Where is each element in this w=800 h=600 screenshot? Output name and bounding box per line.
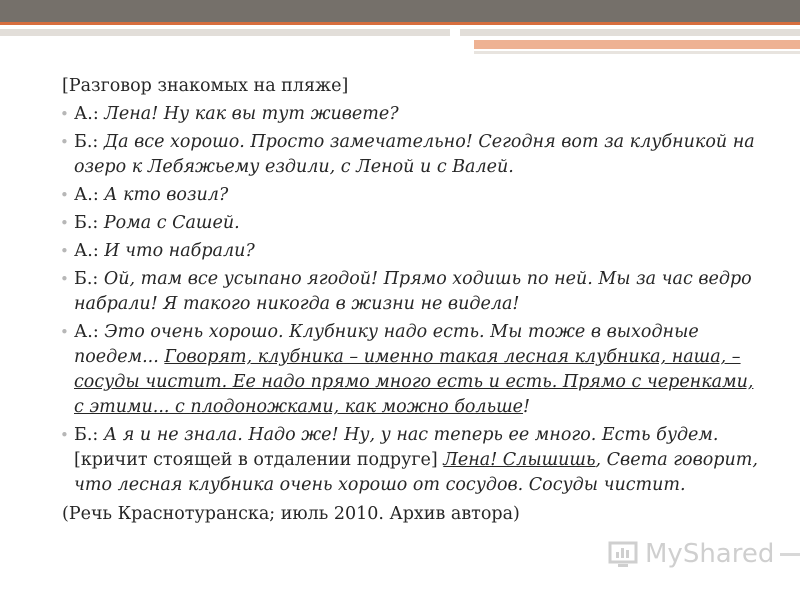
header-thin-stripe [474, 51, 800, 54]
dialogue-line-b1 [62, 130, 762, 180]
bullet-icon: • [60, 426, 69, 444]
dialogue-line-a1 [62, 102, 762, 127]
bullet-icon: • [60, 323, 69, 341]
dialogue-line-b2 [62, 211, 762, 236]
bullet-icon: • [60, 186, 69, 204]
header-band [0, 0, 800, 22]
speech-text: Это очень хорошо. Клубнику надо есть. Мы тоже в выходные поедем... [74, 322, 699, 367]
speaker-label: Б.: [74, 213, 104, 233]
speaker-label: А.: [74, 322, 105, 342]
speaker-label: А.: [74, 241, 105, 261]
speech-text: Рома с Сашей. [103, 213, 240, 233]
underlined-quote: Лена! Слышишь [443, 450, 596, 470]
header-stripe-left [0, 29, 450, 36]
bullet-icon: • [60, 242, 69, 260]
speech-text: А кто возил? [104, 185, 229, 205]
speaker-label: А.: [74, 185, 105, 205]
bullet-icon: • [60, 270, 69, 288]
slide-body [62, 74, 762, 527]
header-stripe-right [460, 29, 800, 36]
speech-text: А я и не знала. Надо же! Ну, у нас теперь ее много. Есть будем. [103, 425, 719, 445]
speech-text: Да все хорошо. Просто замечательно! Сегодня вот за клубникой на озеро к Лебяжьему ездили, с Леной и с Валей. [74, 132, 755, 177]
watermark-bar [780, 553, 800, 556]
dialogue-line-a3 [62, 239, 762, 264]
speaker-label: Б.: [74, 425, 104, 445]
speaker-label: Б.: [74, 132, 104, 152]
header-accent-line [0, 22, 800, 25]
intro-line: [Разговор знакомых на пляже] [62, 76, 349, 96]
speech-text: И что набрали? [104, 241, 255, 261]
speech-text-end: ! [523, 397, 531, 417]
source-citation: (Речь Краснотуранска; июль 2010. Архив автора) [62, 504, 520, 524]
speech-text: Лена! Ну как вы тут живете? [104, 104, 399, 124]
dialogue-line-b3 [62, 267, 762, 317]
bullet-icon: • [60, 105, 69, 123]
bullet-icon: • [60, 133, 69, 151]
myshared-watermark [607, 537, 800, 571]
header-orange-stripe [474, 40, 800, 49]
watermark-text: MyShared [645, 539, 775, 569]
speech-text-end: , Света говорит, что лесная клубника очень хорошо от сосудов. Сосуды чистит. [74, 450, 758, 495]
underlined-quote: Говорят, клубника – именно такая лесная клубника, наша, – сосуды чистит. Ее надо прямо много есть и есть. Прямо с черенками, с этими... с плодоножками, как можно больше [74, 347, 754, 417]
dialogue-line-a2 [62, 183, 762, 208]
speaker-label: А.: [74, 104, 105, 124]
myshared-logo-icon [607, 537, 641, 571]
bullet-icon: • [60, 214, 69, 232]
speaker-label: Б.: [74, 269, 104, 289]
dialogue-line-a4 [62, 320, 762, 420]
dialogue-line-b4 [62, 423, 762, 498]
stage-direction: [кричит стоящей в отдалении подруге] [74, 450, 444, 470]
speech-text: Ой, там все усыпано ягодой! Прямо ходишь по ней. Мы за час ведро набрали! Я такого никогда в жизни не видела! [74, 269, 752, 314]
